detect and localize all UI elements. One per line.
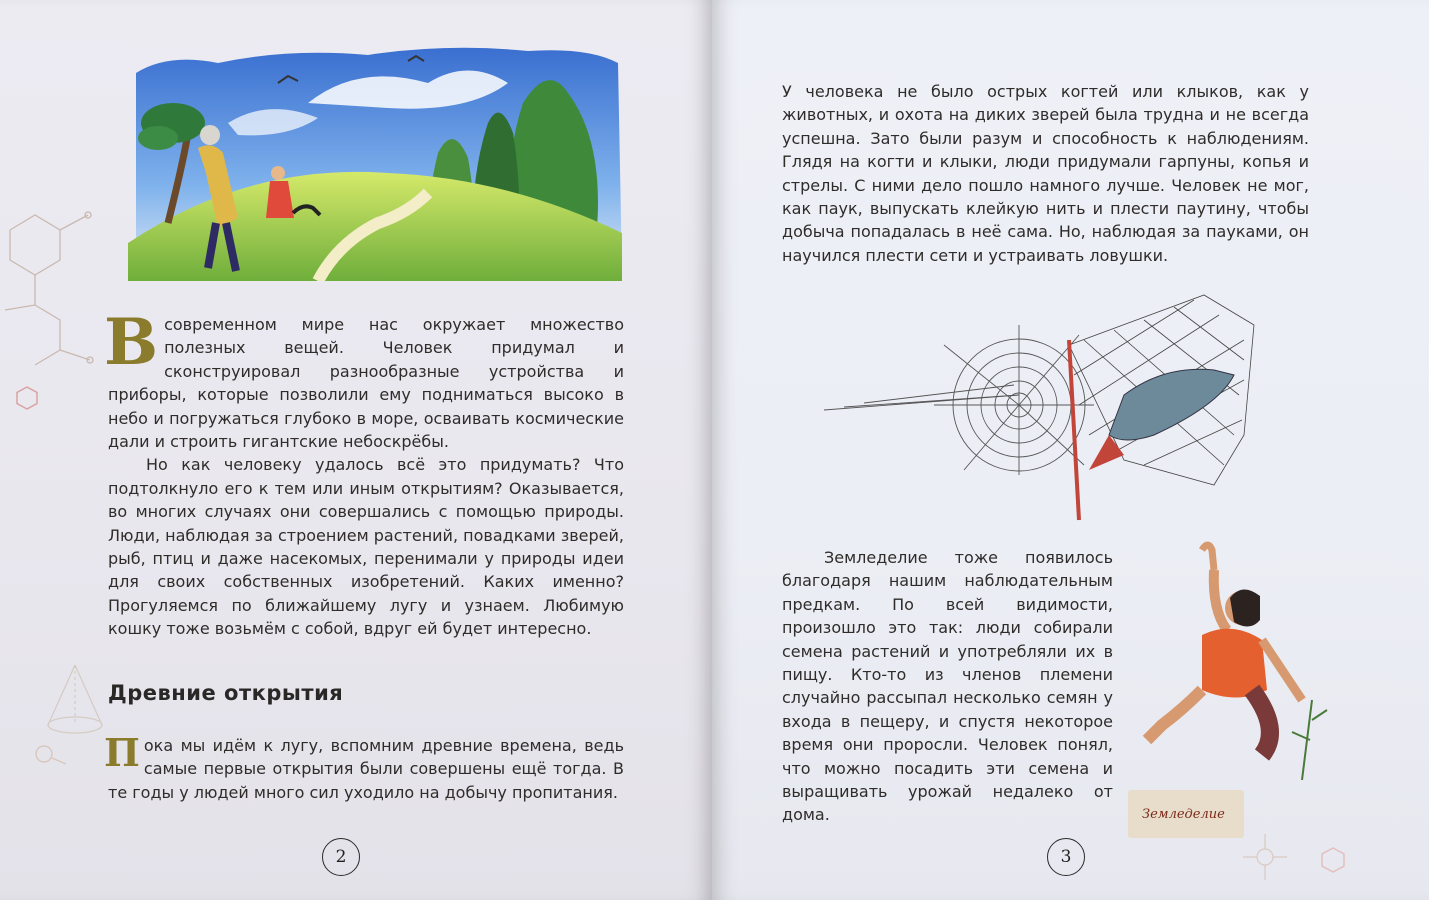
atom-decoration-icon (1240, 832, 1290, 882)
hunting-paragraph: У человека не было острых когтей или клыков, как у животных, и охота на диких зверей была трудна и не всегда успешна. Зато были разум и способность к наблюдениям. Глядя на когти и клыки, люди придумали гарпуны, копья и стрелы. С ними дело пошло намного лучше. Человек не мог, как паук, выпускать клейкую нить и плести паутину, чтобы добыча попадалась в неё сама. Но, наблюдая за пауками, он научился плести сети и устраивать ловушки. (782, 82, 1309, 265)
molecule-decoration-icon (0, 190, 110, 390)
section-heading: Древние открытия (108, 681, 344, 705)
intro-paragraph (104, 305, 624, 641)
page-number: 3 (1047, 838, 1085, 876)
section-text: ока мы идём к лугу, вспомним древние времена, ведь самые первые открытия были совершены ещё тогда. В те годы у людей много сил уходило на добычу пропитания. (108, 736, 624, 802)
dropcap-letter: В (104, 305, 159, 380)
cone-decoration-icon (40, 660, 110, 740)
farming-caption: Земледелие (1128, 790, 1244, 838)
intro-text: современном мире нас окружает множество полезных вещей. Человек придумал и сконструировал разнообразные устройства и приборы, которые позволили ему подниматься высоко в небо и погружаться глубоко в море, осваивать космические дали и строить гигантские небоскрёбы. (108, 315, 624, 452)
section-paragraph (104, 730, 624, 804)
lightbulb-decoration-icon (30, 740, 70, 770)
hexagon-decoration-icon (14, 385, 40, 411)
left-page (0, 0, 712, 900)
second-paragraph: Но как человеку удалось всё это придумать? Что подтолкнуло его к тем или иным открытиям? Оказывается, во многих случаях они совершались с помощью природы. Люди, наблюдая за строением растений, повадками зверей, рыб, птиц и даже насекомых, перенимали у природы идеи для своих собственных изобретений. Каких именно? Прогуляемся по ближайшему лугу и узнаем. Любимую кошку тоже возьмём с собой, вдруг ей будет интересно. (108, 455, 624, 639)
page-number: 2 (322, 838, 360, 876)
spider-web-net-illustration (824, 285, 1264, 530)
hexagon-decoration-icon (1319, 846, 1347, 874)
meadow-walk-illustration (128, 43, 622, 281)
farming-paragraph: Земледелие тоже появилось благодаря нашим наблюдательным предкам. По всей видимости, произошло это так: люди собирали семена растений и употребляли их в пищу. Кто-то из членов племени случайно рассыпал несколько семян у входа в пещеру, и спустя некоторое время они проросли. Человек понял, что можно посадить эти семена и выращивать урожай недалеко от дома. (782, 548, 1113, 825)
dropcap-letter: П (104, 730, 140, 775)
caveman-farmer-illustration (1142, 540, 1332, 780)
right-page (712, 0, 1429, 900)
